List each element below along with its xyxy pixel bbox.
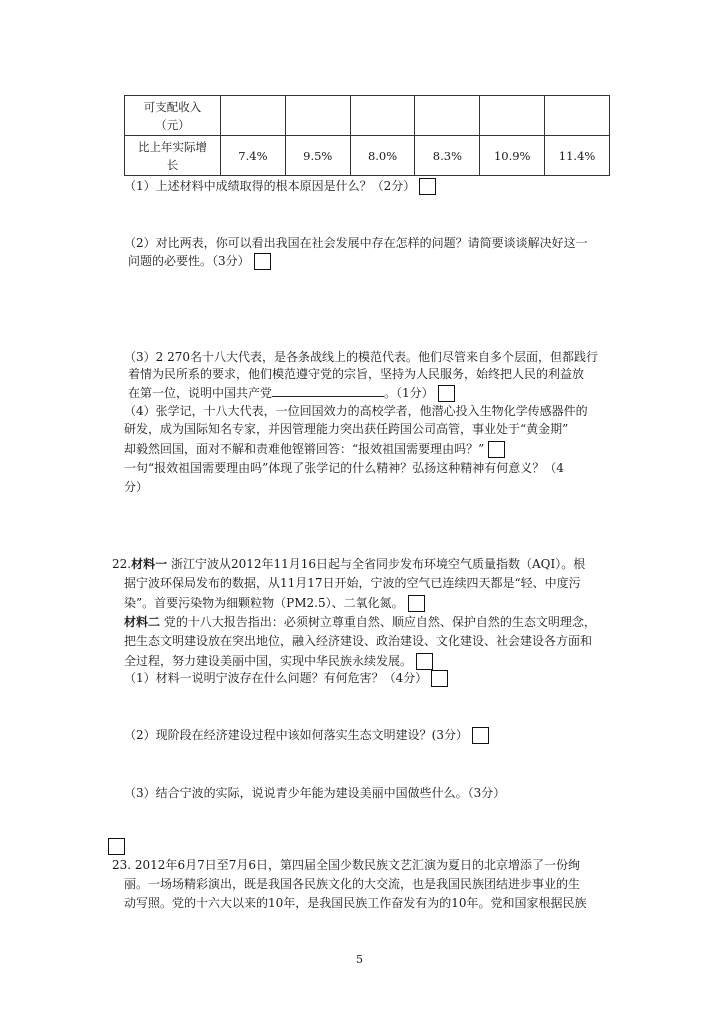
table-cell: 10.9% (480, 136, 545, 176)
q22-question2: （2）现阶段在经济建设过程中该如何落实生态文明建设？(3分） (124, 727, 489, 744)
table-cell (415, 96, 480, 136)
q21-part2-line2: 问题的必要性。（3分） (128, 253, 271, 270)
answer-checkbox[interactable] (408, 595, 425, 612)
table-cell (285, 96, 350, 136)
q23-line1: 23. 2012年6月7日至7月6日，第四届全国少数民族文艺汇演为夏日的北京增添了一份绚 (112, 858, 580, 872)
income-table (124, 95, 610, 176)
q21-part4-line4: 一句“报效祖国需要理由吗”体现了张学记的什么精神？弘扬这种精神有何意义？（4 (124, 461, 564, 475)
q23-line3: 动写照。党的十六大以来的10年，是我国民族工作奋发有为的10年。党和国家根据民族 (124, 896, 587, 910)
q21-part2-line1: （2）对比两表，你可以看出我国在社会发展中存在怎样的问题？请简要谈谈解决好这一 (124, 236, 588, 250)
row-label: 比上年实际增 长 (125, 136, 221, 176)
row-label: 可支配收入 （元） (125, 96, 221, 136)
table-cell (545, 96, 610, 136)
answer-checkbox[interactable] (108, 838, 125, 855)
table-cell: 9.5% (285, 136, 350, 176)
table-cell: 11.4% (545, 136, 610, 176)
page-number: 5 (356, 953, 363, 966)
q21-part3-line3: 在第一位，说明中国共产党 。（1分） (128, 385, 455, 402)
q22-material2-line2: 把生态文明建设放在突出地位，融入经济建设、政治建设、文化建设、社会建设各方面和 (124, 634, 593, 648)
q21-part4-line2: 研发，成为国际知名专家，并因管理能力突出获任跨国公司高管，事业处于“黄金期” (124, 422, 569, 436)
table-cell (350, 96, 415, 136)
answer-checkbox[interactable] (419, 178, 436, 195)
q22-material2-line3: 全过程，努力建设美丽中国，实现中华民族永续发展。 (124, 653, 433, 670)
q21-part1: （1）上述材料中成绩取得的根本原因是什么？（2分） (124, 178, 436, 195)
q22-question3: （3）结合宁波的实际，说说青少年能为建设美丽中国做些什么。（3分） (124, 786, 506, 800)
q22-material1-line2: 据宁波环保局发布的数据，从11月17日开始，宁波的空气已连续四天都是“轻、中度污 (124, 576, 581, 590)
q21-part4-line5: 分） (124, 480, 149, 494)
answer-checkbox[interactable] (488, 441, 505, 458)
table-row (125, 96, 610, 136)
q22-material1-line1: 22.材料一 浙江宁波从2012年11月16日起与全省同步发布环境空气质量指数（AQI）。根 (112, 557, 586, 571)
answer-checkbox[interactable] (431, 670, 448, 687)
answer-checkbox[interactable] (438, 385, 455, 402)
fill-blank[interactable] (272, 385, 384, 397)
q21-part4-line3: 却毅然回国，面对不解和责难他铿锵回答：“报效祖国需要理由吗？” (124, 441, 505, 458)
q21-part3-line1: （3）2 270名十八大代表，是各条战线上的模范代表。他们尽管来自多个层面，但都践行 (124, 350, 598, 364)
q22-material2-line1: 材料二 党的十八大报告指出：必须树立尊重自然、顺应自然、保护自然的生态文明理念， (124, 615, 596, 629)
table-cell (221, 96, 286, 136)
table-cell: 7.4% (221, 136, 286, 176)
table-cell: 8.0% (350, 136, 415, 176)
q21-part3-line2: 着情为民所系的要求，他们模范遵守党的宗旨，坚持为人民服务，始终把人民的利益放 (128, 367, 585, 381)
answer-checkbox[interactable] (416, 653, 433, 670)
table-cell: 8.3% (415, 136, 480, 176)
answer-checkbox[interactable] (254, 253, 271, 270)
q22-material1-line3: 染”。首要污染物为细颗粒物（PM2.5）、二氧化氮。 (124, 595, 425, 612)
q21-part4-line1: （4）张学记，十八大代表，一位回国效力的高校学者，他潜心投入生物化学传感器件的 (124, 404, 588, 418)
answer-checkbox[interactable] (472, 727, 489, 744)
table-row (125, 136, 610, 176)
table-cell (480, 96, 545, 136)
q23-line2: 丽。一场场精彩演出，既是我国各民族文化的大交流，也是我国民族团结进步事业的生 (124, 877, 581, 891)
q22-question1: （1）材料一说明宁波存在什么问题？有何危害？（4分） (124, 670, 448, 687)
